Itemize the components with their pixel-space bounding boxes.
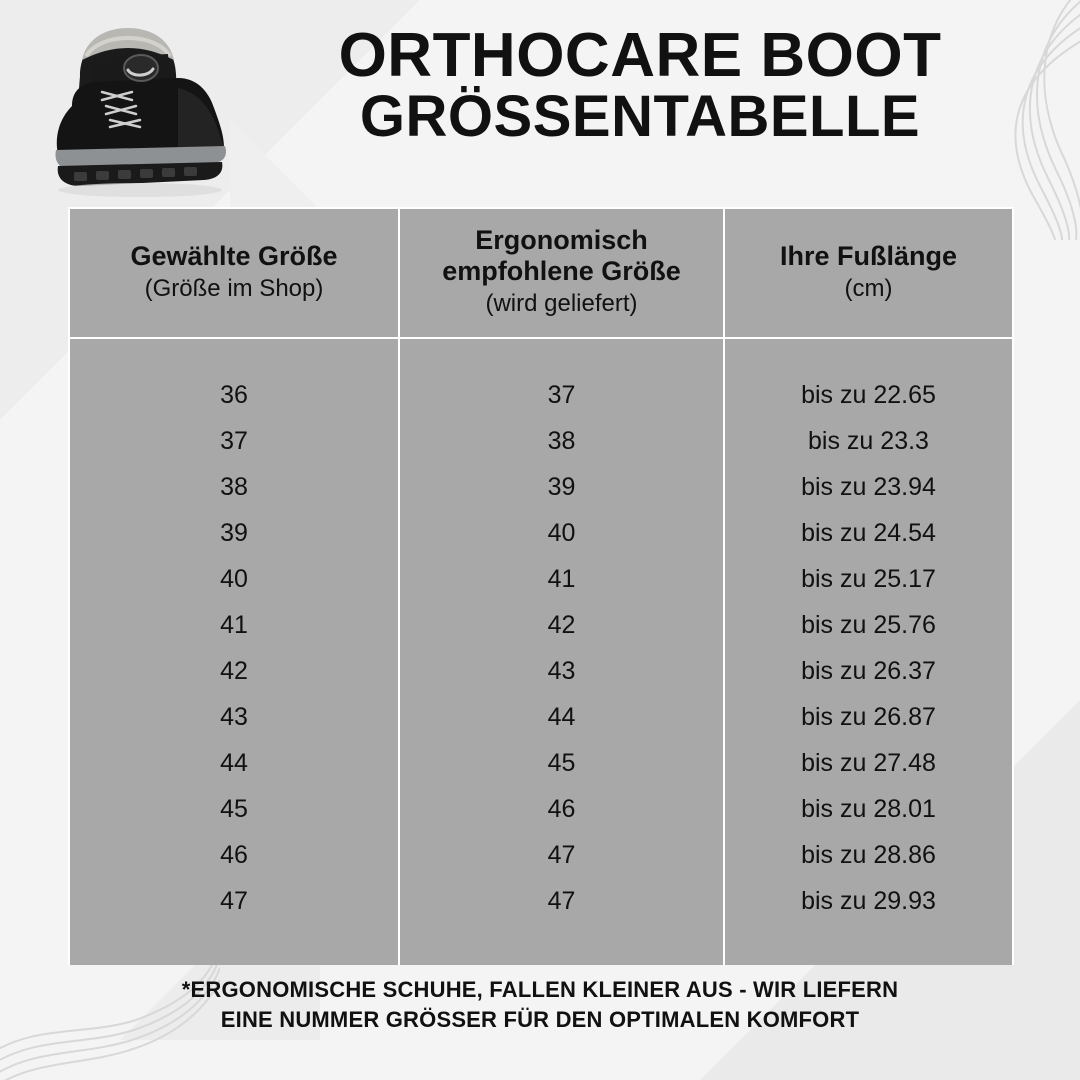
cell-recommended-size: 44 <box>399 695 724 741</box>
cell-foot-length: bis zu 24.54 <box>724 511 1013 557</box>
cell-foot-length: bis zu 25.76 <box>724 603 1013 649</box>
cell-foot-length: bis zu 28.01 <box>724 787 1013 833</box>
footnote <box>68 975 1012 1034</box>
table-row <box>69 649 1013 695</box>
cell-foot-length: bis zu 23.94 <box>724 465 1013 511</box>
column-header-recommended-size-sub: (wird geliefert) <box>485 290 638 318</box>
boot-product-image <box>28 14 233 199</box>
header <box>0 0 1080 200</box>
cell-recommended-size: 41 <box>399 557 724 603</box>
table-row <box>69 833 1013 879</box>
cell-chosen-size: 46 <box>69 833 399 879</box>
table-spacer-top <box>69 338 1013 373</box>
table-row <box>69 419 1013 465</box>
footnote-line-2: EINE NUMMER GRÖSSER FÜR DEN OPTIMALEN KOMFORT <box>220 1006 860 1032</box>
cell-recommended-size: 37 <box>399 373 724 419</box>
title-line-1: ORTHOCARE BOOT <box>338 21 942 90</box>
table-row <box>69 695 1013 741</box>
table-row <box>69 787 1013 833</box>
cell-chosen-size: 47 <box>69 879 399 925</box>
table-row <box>69 741 1013 787</box>
cell-recommended-size: 45 <box>399 741 724 787</box>
table-row <box>69 557 1013 603</box>
cell-chosen-size: 42 <box>69 649 399 695</box>
column-header-foot-length-main: Ihre Fußlänge <box>779 240 958 271</box>
cell-foot-length: bis zu 27.48 <box>724 741 1013 787</box>
cell-chosen-size: 45 <box>69 787 399 833</box>
column-header-chosen-size-main: Gewählte Größe <box>130 240 338 271</box>
column-header-chosen-size-sub: (Größe im Shop) <box>144 274 324 302</box>
page-title <box>230 21 1050 150</box>
size-chart-table <box>68 207 1014 965</box>
cell-recommended-size: 38 <box>399 419 724 465</box>
column-header-foot-length <box>724 208 1013 338</box>
cell-foot-length: bis zu 22.65 <box>724 373 1013 419</box>
cell-foot-length: bis zu 26.87 <box>724 695 1013 741</box>
cell-foot-length: bis zu 25.17 <box>724 557 1013 603</box>
cell-foot-length: bis zu 26.37 <box>724 649 1013 695</box>
column-header-recommended-size-main: Ergonomisch empfohlene Größe <box>442 225 681 287</box>
table-row <box>69 465 1013 511</box>
table-spacer-bottom <box>69 925 1013 965</box>
table-row <box>69 373 1013 419</box>
cell-chosen-size: 41 <box>69 603 399 649</box>
cell-recommended-size: 46 <box>399 787 724 833</box>
footnote-line-1: *ERGONOMISCHE SCHUHE, FALLEN KLEINER AUS - WIR LIEFERN <box>181 977 899 1002</box>
cell-chosen-size: 39 <box>69 511 399 557</box>
cell-recommended-size: 47 <box>399 879 724 925</box>
cell-foot-length: bis zu 29.93 <box>724 879 1013 925</box>
cell-recommended-size: 47 <box>399 833 724 879</box>
table-row <box>69 879 1013 925</box>
cell-chosen-size: 43 <box>69 695 399 741</box>
table-row <box>69 511 1013 557</box>
cell-chosen-size: 37 <box>69 419 399 465</box>
column-header-chosen-size <box>69 208 399 338</box>
title-line-2: GRÖSSENTABELLE <box>359 84 921 150</box>
column-header-recommended-size <box>399 208 724 338</box>
cell-recommended-size: 40 <box>399 511 724 557</box>
table-row <box>69 603 1013 649</box>
cell-recommended-size: 43 <box>399 649 724 695</box>
column-header-foot-length-sub: (cm) <box>844 274 893 302</box>
cell-recommended-size: 39 <box>399 465 724 511</box>
cell-foot-length: bis zu 28.86 <box>724 833 1013 879</box>
table-header-row <box>69 208 1013 338</box>
cell-recommended-size: 42 <box>399 603 724 649</box>
cell-chosen-size: 38 <box>69 465 399 511</box>
cell-chosen-size: 36 <box>69 373 399 419</box>
cell-chosen-size: 44 <box>69 741 399 787</box>
cell-chosen-size: 40 <box>69 557 399 603</box>
cell-foot-length: bis zu 23.3 <box>724 419 1013 465</box>
